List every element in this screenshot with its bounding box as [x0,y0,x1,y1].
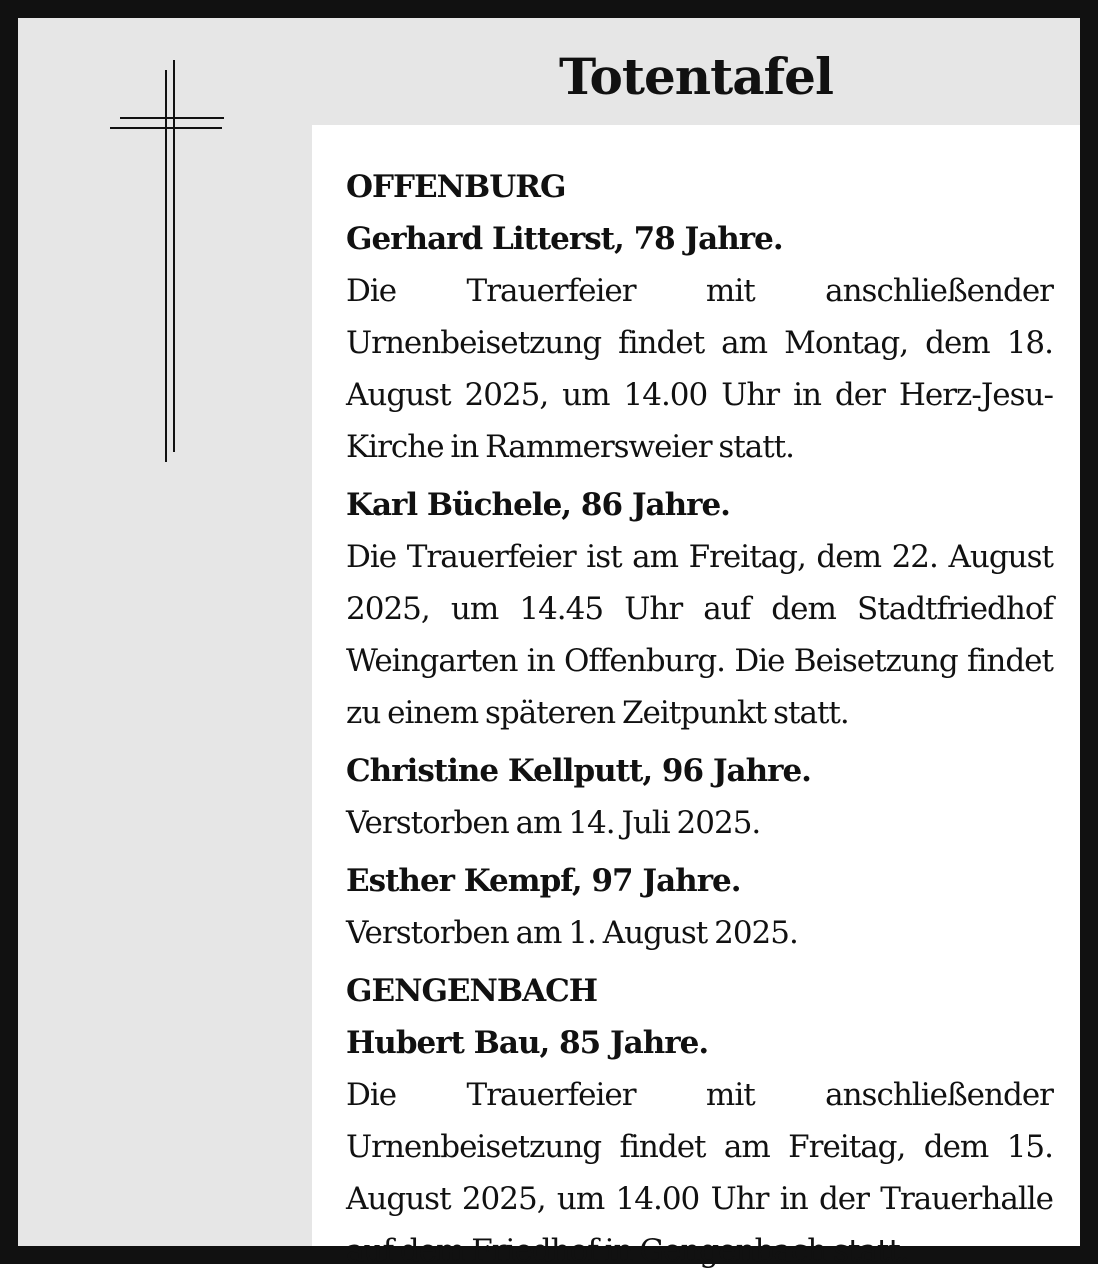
obituary-text: Die Trauerfeier ist am Freitag, dem 22. August 2025, um 14.45 Uhr auf dem Stadtfriedhof Weingarten in Offenburg. Die Beisetzung findet zu einem späteren Zeitpunkt statt. [346,539,1053,731]
section-gengenbach [346,965,1053,1277]
place-heading: GENGENBACH [346,973,598,1009]
deceased-name: Gerhard Litterst, 78 Jahre. [346,221,783,257]
deceased-name: Hubert Bau, 85 Jahre. [346,1025,709,1061]
obituary-entry [346,213,1053,473]
page-title: Totentafel [559,47,833,106]
obituary-entry [346,479,1053,739]
deceased-name: Esther Kempf, 97 Jahre. [346,863,741,899]
obituary-entry [346,1017,1053,1277]
deceased-name: Karl Büchele, 86 Jahre. [346,487,730,523]
obituary-text: Verstorben am 14. Juli 2025. [346,805,761,841]
section-offenburg [346,161,1053,959]
place-heading: OFFENBURG [346,169,566,205]
obituary-text: Die Trauerfeier mit anschließender Urnenbeisetzung findet am Freitag, dem 15. August 2025, um 14.00 Uhr in der Trauerhalle auf dem Friedhof in Gengenbach statt. [346,1077,1053,1269]
obituary-text: Die Trauerfeier mit anschließender Urnenbeisetzung findet am Montag, dem 18. August 2025, um 14.00 Uhr in der Herz-Jesu-Kirche in Rammersweier statt. [346,273,1053,465]
cross-icon [94,60,224,470]
deceased-name: Christine Kellputt, 96 Jahre. [346,753,811,789]
obituary-text: Verstorben am 1. August 2025. [346,915,798,951]
obituary-entry [346,855,1053,959]
obituary-list [312,125,1080,1269]
obituary-entry [346,745,1053,849]
